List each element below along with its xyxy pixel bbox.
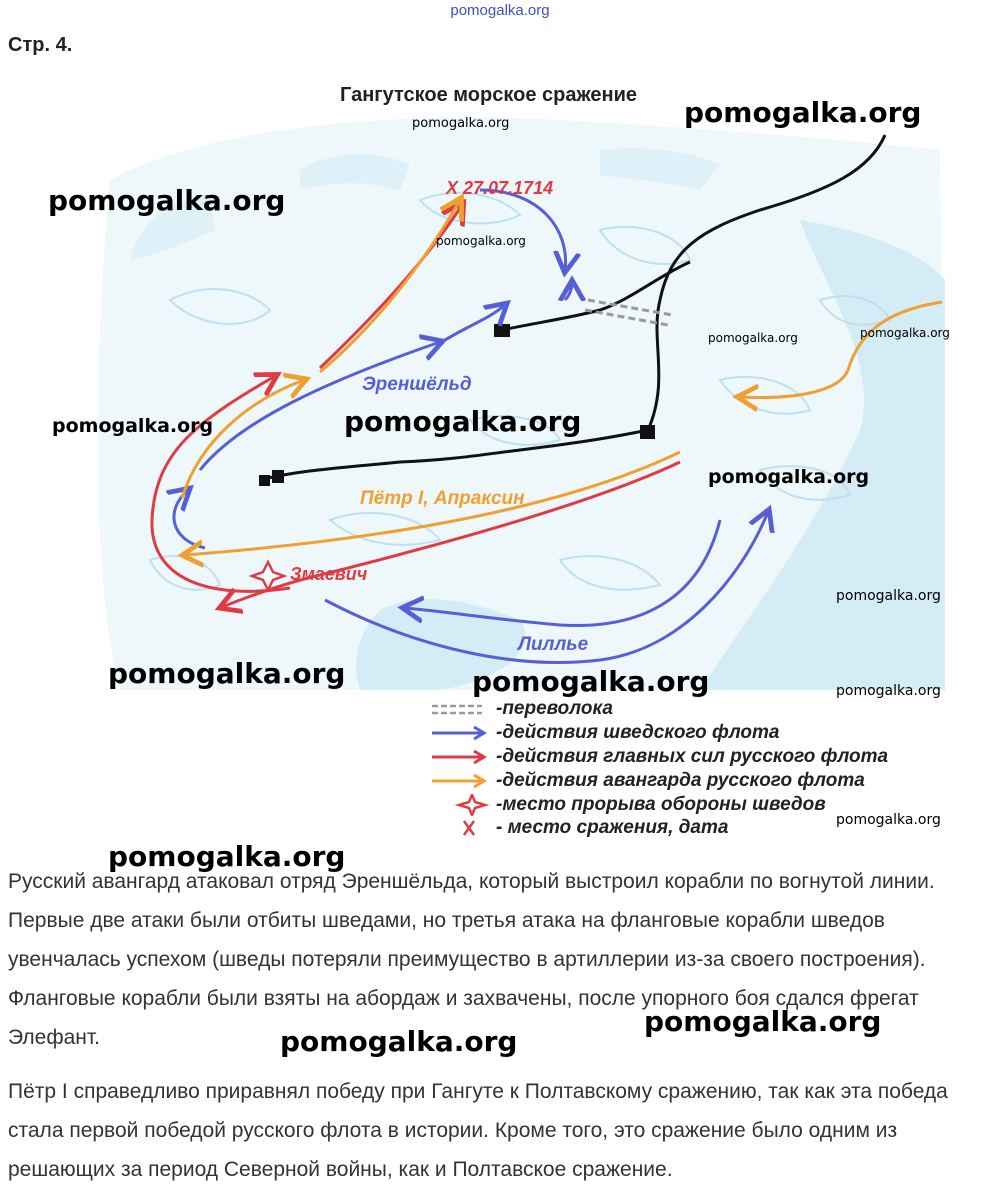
- zmaevich-label: Змаевич: [290, 564, 368, 584]
- red-arrow-icon: [430, 746, 490, 768]
- legend-item-russian-main: [430, 746, 888, 768]
- map-title: Гангутское морское сражение: [340, 84, 638, 106]
- legend-item-breakthrough: [430, 794, 826, 816]
- legend-label: -действия шведского флота: [496, 722, 780, 743]
- watermark: pomogalka.org: [436, 234, 526, 248]
- orange-arrow-icon: [430, 770, 490, 792]
- dashed-line-icon: [430, 698, 490, 720]
- red-x-icon: [430, 817, 490, 839]
- watermark: pomogalka.org: [684, 96, 922, 129]
- watermark: pomogalka.org: [708, 466, 870, 488]
- legend-label: -действия главных сил русского флота: [496, 746, 889, 767]
- legend-label: - место сражения, дата: [496, 817, 729, 838]
- watermark: pomogalka.org: [52, 415, 214, 437]
- blue-arrow-icon: [430, 722, 490, 744]
- legend-item-swedish: [430, 722, 780, 744]
- site-link[interactable]: pomogalka.org: [450, 2, 550, 19]
- legend-item-battle-site: [430, 817, 728, 839]
- legend-label: -место прорыва обороны шведов: [496, 794, 826, 815]
- watermark: pomogalka.org: [280, 1025, 518, 1058]
- peter-apraksin-label: Пётр I, Апраксин: [360, 488, 525, 509]
- watermark: pomogalka.org: [644, 1005, 882, 1038]
- watermark: pomogalka.org: [836, 588, 941, 604]
- watermark: pomogalka.org: [472, 665, 710, 698]
- watermark: pomogalka.org: [836, 812, 941, 828]
- watermark: pomogalka.org: [48, 184, 286, 217]
- paragraph-1: Русский авангард атаковал отряд Эреншёльда, который выстроил корабли по вогнутой линии. Первые две атаки были отбиты шведами, но третья атака на фланговые корабли шведов увенчалась успехом (шведы потеряли преимущество в артиллерии из-за своего построения). Фланговые корабли были взяты на абордаж и захвачены, после упорного боя сдался фрегат Элефант.: [8, 870, 935, 1049]
- watermark: pomogalka.org: [860, 326, 950, 340]
- watermark: pomogalka.org: [836, 683, 941, 699]
- red-star-icon: [430, 794, 490, 816]
- page-label: Стр. 4.: [8, 34, 73, 56]
- legend-item-russian-vanguard: [430, 770, 865, 792]
- watermark: pomogalka.org: [412, 116, 510, 131]
- paragraph-2: Пётр I справедливо приравнял победу при Гангуте к Полтавскому сражению, так как эта победа стала первой победой русского флота в истории. Кроме того, это сражение было одним из решающих за период Северной войны, как и Полтавское сражение.: [8, 1080, 948, 1181]
- watermark: pomogalka.org: [708, 331, 798, 345]
- watermark: pomogalka.org: [108, 840, 346, 873]
- battle-date-label: X 27.07.1714: [446, 178, 554, 198]
- lille-label: Лиллье: [518, 634, 589, 655]
- ehrenskiold-label: Эреншёльд: [362, 374, 472, 395]
- watermark: pomogalka.org: [108, 657, 346, 690]
- watermark: pomogalka.org: [344, 405, 582, 438]
- legend-label: -переволока: [496, 698, 613, 719]
- legend-label: -действия авангарда русского флота: [496, 770, 865, 791]
- legend-item-portage: [430, 698, 613, 720]
